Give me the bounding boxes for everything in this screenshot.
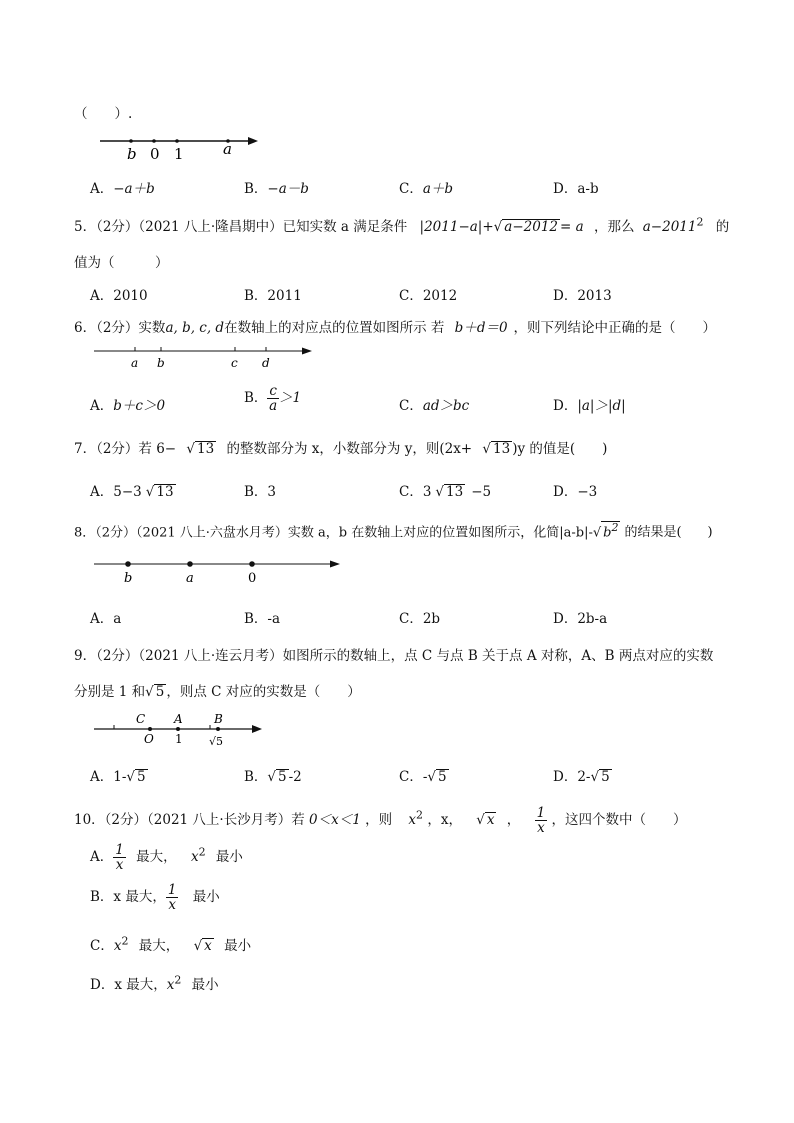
q6-axis-label-c: c [231, 356, 238, 370]
q9-axis-label-o: O [144, 732, 154, 746]
q10-option-a-exp: 2 [198, 845, 206, 859]
q4-paren: （ ）. [74, 106, 133, 122]
q9-axis-label-b: B [214, 712, 223, 726]
q10-frac-1-over-x [535, 806, 548, 835]
q9-option-b[interactable]: B．√ 5 -2 [244, 769, 302, 785]
q6-axis-label-d: d [262, 356, 270, 370]
q9-line2-pre: 分别是 1 和 [74, 684, 146, 700]
q10-option-a-frac [113, 843, 126, 872]
q10-option-b-frac-num: 1 [167, 882, 177, 898]
q10-option-b-frac-den: x [168, 897, 176, 914]
q6-option-c[interactable]: C．ad＞bc [399, 398, 470, 414]
q6-option-d-text: |a|＞|d| [577, 398, 626, 414]
q8-sqrt [601, 521, 620, 541]
q8-suffix: 的结果是( ) [624, 525, 713, 541]
q4-option-a[interactable] [90, 177, 155, 197]
q10-frac-num: 1 [536, 805, 546, 821]
q6-option-b-rest: ＞1 [278, 390, 302, 407]
q9-line2-post: ，则点 C 对应的实数是（ ） [166, 684, 361, 700]
q5-option-a[interactable]: A．2010 [90, 288, 148, 304]
q8-sqrt-base: b [603, 525, 612, 541]
q6-vars: a, b, c, d [165, 320, 225, 336]
q4-axis-label-a: a [223, 140, 232, 158]
q6-mid: 在数轴上的对应点的位置如图所示 若 [224, 320, 445, 336]
q5-expr-right: = a [560, 219, 584, 235]
q7-option-b[interactable]: B．3 [244, 484, 277, 500]
q8-text: 8．（2分）（2021 八上·六盘水月考）实数 a，b 在数轴上对应的位置如图所示，化简|a-b|- [74, 525, 593, 541]
q4-option-a-label: A． [90, 181, 114, 197]
q6-number-line [90, 342, 320, 372]
q7-mid: 的整数部分为 x，小数部分为 y，则(2x+ [226, 441, 473, 457]
q7-option-a-sqrt: 13 [156, 484, 174, 500]
q5-option-d[interactable]: D．2013 [553, 288, 612, 304]
q5-option-b[interactable]: B．2011 [244, 288, 302, 304]
q6-axis-label-b: b [157, 356, 165, 370]
q10-option-c-exp: 2 [121, 934, 129, 948]
q5-prefix: 5．（2分）（2021 八上·隆昌期中）已知实数 a 满足条件 [74, 219, 408, 235]
q6-option-b[interactable]: B． $\frac{c}{a}$ ＞1 [244, 383, 302, 415]
q9-axis-label-sqrt5: √5 [209, 735, 224, 748]
q6-option-a-text: b＋c＞0 [113, 398, 166, 414]
q7-option-a[interactable]: A．5−3 √ 13 [90, 484, 174, 500]
q5-option-c[interactable]: C．2012 [399, 288, 458, 304]
q10-option-a-mid: 最大， [136, 849, 177, 866]
q6-cond: b＋d＝0 [454, 320, 508, 336]
q10-option-b-end: 最小 [192, 889, 220, 906]
q9-option-d-pre: D．2- [553, 769, 591, 785]
q10-option-a-frac-num: 1 [115, 842, 124, 858]
q10-frac-den: x [537, 820, 545, 837]
q7-option-c-post: −5 [471, 484, 492, 500]
q6-option-b-num: c [269, 383, 277, 399]
q5-expr-sqrt: a−2012 [504, 219, 558, 235]
q7-option-c[interactable]: C．3 √ 13 −5 [399, 484, 492, 500]
q7-sqrt-2: 13 [493, 441, 511, 457]
q10-option-a[interactable] [90, 843, 243, 872]
q4-option-c-label: C． [399, 181, 423, 197]
q10-option-d-x2: x [166, 977, 175, 993]
q10-option-a-frac-den: x [115, 857, 124, 874]
q10-option-d-label: D．x 最大， [90, 977, 167, 993]
q5-line2: 值为（ ） [74, 255, 169, 271]
q4-option-b-text: −a－b [267, 181, 309, 197]
q10-option-c-x2: x [113, 938, 122, 954]
q5-mid: ，那么 [593, 219, 635, 235]
q4-option-d-text: a-b [577, 181, 599, 197]
q5-expr-left: |2011−a|+ [419, 219, 494, 235]
q10-x2-exp: 2 [416, 808, 424, 822]
q9-line2: 分别是 1 和√ 5 ，则点 C 对应的实数是（ ） [74, 684, 361, 700]
q10-option-a-label: A． [90, 849, 114, 866]
q10-option-c-sqrt: x [204, 938, 212, 954]
q9-axis-label-a: A [174, 712, 183, 726]
q4-option-d-label: D． [553, 181, 578, 197]
q6-axis-label-a: a [131, 356, 139, 370]
q4-option-b-label: B． [244, 181, 268, 197]
q10-option-d-end: 最小 [191, 977, 219, 993]
q9-option-c[interactable]: C．-√ 5 [399, 769, 447, 785]
q4-option-d[interactable] [553, 177, 599, 197]
q10-option-b[interactable] [90, 883, 220, 912]
q10-suffix: ，这四个数中（ ） [551, 812, 687, 829]
q10-sqrt-x: x [486, 812, 495, 829]
q8-axis-label-b: b [124, 571, 133, 586]
q6-option-d[interactable]: D．|a|＞|d| [553, 398, 626, 414]
q10-cond: 0＜x＜1 [309, 812, 361, 829]
q6-option-c-text: ad＞bc [422, 398, 470, 414]
q10-option-a-x2: x [190, 849, 199, 866]
q7-option-c-pre: C．3 [399, 484, 432, 500]
q5-question: 5．（2分）（2021 八上·隆昌期中）已知实数 a 满足条件 |2011−a|+√ a−2012 = a ，那么 $a-2011^2$ 的 [74, 215, 730, 235]
q9-option-d[interactable]: D．2-√ 5 [553, 769, 610, 785]
q9-number-line [92, 707, 267, 751]
q6-option-b-den: a [269, 398, 278, 415]
q9-line2-sqrt: 5 [155, 684, 165, 700]
q8-option-a[interactable]: A．a [90, 611, 122, 627]
q9-option-c-sqrt: 5 [438, 769, 447, 785]
q9-axis-label-c: C [136, 712, 146, 726]
q10-question: 10．（2分）（2021 八上·长沙月考）若 0＜x＜1 ，则 $x^2$ ，x， √ x ， $\frac{1}{x}$ ，这四个数中（ ） [74, 805, 687, 837]
q9-option-b-post: -2 [288, 769, 302, 785]
q7-option-d[interactable]: D．−3 [553, 484, 598, 500]
q8-option-c[interactable]: C．2b [399, 611, 441, 627]
q10-option-d-exp: 2 [174, 973, 182, 987]
q8-question: 8．（2分）（2021 八上·六盘水月考）实数 a，b 在数轴上对应的位置如图所示，化简|a-b|-√ $b^2$ 的结果是( ) [74, 521, 713, 541]
q7-question: 7．（2分）若 6− √ 13 的整数部分为 x，小数部分为 y，则(2x+ √ 13 )y 的值是( ) [74, 441, 608, 457]
q5-suffix: 的 [715, 219, 730, 235]
q5-exp2: 2 [696, 215, 704, 229]
q6-suffix: ，则下列结论中正确的是（ ） [513, 320, 717, 336]
q9-option-b-sqrt: 5 [278, 769, 287, 785]
q9-option-d-sqrt: 5 [601, 769, 610, 785]
q10-x2-base: x [408, 812, 417, 829]
q10-option-c-label: C． [90, 938, 114, 954]
q8-axis-label-0: 0 [248, 571, 257, 586]
q10-sep: ，x， [427, 812, 462, 829]
q4-option-c[interactable] [399, 177, 453, 197]
q9-option-a-sqrt: 5 [137, 769, 146, 785]
q5-expr2: a−2011 [642, 219, 697, 235]
q8-option-d[interactable]: D．2b-a [553, 611, 608, 627]
q6-prefix: 6．（2分）实数 [74, 320, 166, 336]
q8-option-b[interactable]: B．-a [244, 611, 281, 627]
q10-option-c[interactable]: C．$x^2$ 最大， √ x 最小 [90, 934, 252, 954]
q4-option-b[interactable] [244, 177, 309, 197]
q8-sqrt-exp: 2 [611, 521, 619, 534]
q10-option-b-frac [166, 883, 179, 912]
q4-option-c-text: a＋b [422, 181, 454, 197]
q4-option-a-text: −a＋b [113, 181, 155, 197]
q9-line1: 9．（2分）（2021 八上·连云月考）如图所示的数轴上，点 C 与点 B 关于点 A 对称，A、B 两点对应的实数 [74, 648, 714, 664]
q4-axis-label-1: 1 [174, 145, 184, 163]
q10-mid: ，则 [365, 812, 393, 829]
q9-option-a-pre: A．1- [90, 769, 127, 785]
q8-axis-label-a: a [186, 571, 194, 586]
q9-option-a[interactable]: A．1-√ 5 [90, 769, 146, 785]
q9-axis-label-1: 1 [175, 732, 183, 746]
q4-axis-label-b: b [127, 145, 137, 163]
q4-axis-label-0: 0 [150, 145, 160, 163]
q10-option-c-end: 最小 [224, 938, 252, 954]
q7-option-a-pre: A．5−3 [90, 484, 142, 500]
q10-option-d[interactable] [90, 973, 219, 993]
q7-sqrt-1: 13 [197, 441, 215, 457]
q7-suffix: )y 的值是( ) [512, 441, 608, 457]
q7-option-c-sqrt: 13 [446, 484, 464, 500]
q6-question [74, 316, 716, 336]
q10-prefix: 10．（2分）（2021 八上·长沙月考）若 [74, 812, 305, 829]
q10-option-a-end: 最小 [215, 849, 243, 866]
q6-option-b-fraction [267, 384, 279, 413]
q7-prefix: 7．（2分）若 6− [74, 441, 177, 457]
q6-option-a[interactable]: A．b＋c＞0 [90, 398, 166, 414]
q10-option-c-mid: 最大， [138, 938, 180, 954]
q8-number-line [92, 556, 342, 588]
q10-option-b-label: B．x 最大， [90, 889, 166, 906]
q9-option-c-pre: C．- [399, 769, 428, 785]
q4-number-line [96, 130, 266, 164]
q9-option-b-pre: B． [244, 769, 268, 785]
